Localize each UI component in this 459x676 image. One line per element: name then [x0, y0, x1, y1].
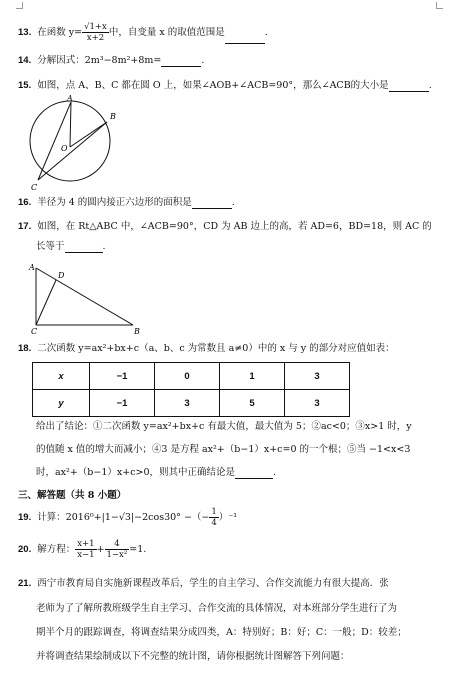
- q20-denominator-2: 1−x²: [106, 550, 128, 560]
- q14-end: .: [201, 55, 205, 66]
- q18-conclusions-line2: [36, 443, 443, 456]
- question-18: [18, 342, 443, 355]
- question-number: 13.: [18, 27, 32, 38]
- q20-suffix: =1.: [129, 544, 147, 555]
- point-label-b: B: [110, 112, 116, 121]
- point-label-c: C: [31, 183, 38, 192]
- q20-fraction-1: [75, 539, 96, 560]
- question-number: 16.: [18, 197, 32, 208]
- question-number: 20.: [18, 544, 32, 555]
- q19-prefix: 计算：2016⁰+|1−√3|−2cos30° −（−: [37, 512, 210, 523]
- table-cell: −1: [90, 390, 155, 417]
- q13-prefix: 在函数 y=: [37, 27, 83, 38]
- q18-conclusion-text: 给出了结论：①二次函数 y=ax²+bx+c 有最大值，最大值为 5；②ac<0；③x>1 时，y: [36, 421, 412, 432]
- q19-fraction: [209, 507, 218, 528]
- q18-text: 二次函数 y=ax²+bx+c（a、b、c 为常数且 a≠0）中的 x 与 y 的部分对应值如表：: [37, 343, 395, 354]
- question-number: 18.: [18, 343, 32, 354]
- altitude-cd: [36, 280, 56, 325]
- question-19: [18, 506, 443, 530]
- question-17: [18, 220, 443, 233]
- q19-suffix: ）⁻¹: [218, 512, 238, 523]
- q20-prefix: 解方程：: [37, 544, 76, 555]
- q15-end: .: [428, 80, 432, 91]
- q19-numerator: 1: [211, 507, 217, 517]
- question-16: [18, 196, 443, 209]
- q18-conclusion-text: 时，ax²+（b−1）x+c>0，则其中正确结论是: [36, 467, 236, 478]
- point-label-o: O: [61, 144, 68, 153]
- segment-ob: [70, 122, 107, 147]
- question-21-line4: [36, 650, 443, 663]
- table-cell: −1: [90, 363, 155, 390]
- q13-numerator: √1+x: [84, 22, 107, 32]
- table-row-header: y: [33, 390, 90, 417]
- answer-blank: [161, 56, 201, 67]
- q16-text: 半径为 4 的圆内接正六边形的面积是: [37, 197, 192, 208]
- table-cell: 3: [285, 363, 350, 390]
- q20-denominator-1: x−1: [77, 550, 95, 560]
- q14-text: 分解因式：2m³−8m²+8m=: [37, 55, 162, 66]
- question-21-line2: [36, 602, 443, 615]
- answer-blank: [389, 81, 429, 92]
- q19-denominator: 4: [211, 518, 217, 528]
- question-21: [18, 577, 443, 590]
- point-label-a: A: [67, 94, 73, 103]
- q20-numerator-1: x+1: [77, 539, 95, 549]
- q17-text-line2: 长等于: [36, 241, 65, 252]
- q16-end: .: [231, 197, 235, 208]
- table-cell: 0: [155, 363, 220, 390]
- q13-end: .: [264, 27, 268, 38]
- hypotenuse-ab: [36, 268, 133, 325]
- question-number: 15.: [18, 80, 32, 91]
- q17-text: 如图，在 Rt△ABC 中，∠ACB=90°，CD 为 AB 边上的高，若 AD=6，BD=18，则 AC 的: [37, 221, 432, 232]
- q18-conclusion-text: 的值随 x 值的增大而减小；④3 是方程 ax²+（b−1）x+c=0 的一个根；⑤当 −1<x<3: [36, 444, 411, 455]
- figure-right-triangle: [26, 260, 146, 336]
- point-label-b: B: [134, 327, 140, 336]
- q18-conclusions-line3: [36, 466, 443, 479]
- q13-denominator: x+2: [86, 33, 105, 43]
- question-13: [18, 22, 443, 44]
- answer-blank: [225, 33, 265, 44]
- question-17-cont: [36, 240, 443, 253]
- q13-fraction: [82, 22, 109, 43]
- question-20: [18, 538, 443, 562]
- q21-text: 期半个月的跟踪调查，将调查结果分成四类，A：特别好；B：好；C：一般；D：较差；: [36, 627, 407, 638]
- q20-numerator-2: 4: [105, 539, 130, 550]
- q20-fraction-2: [105, 539, 130, 560]
- table-cell: 3: [155, 390, 220, 417]
- question-number: 21.: [18, 578, 32, 589]
- section-title: 三、解答题（共 8 小题）: [18, 490, 127, 501]
- answer-blank: [192, 198, 232, 209]
- table-row: [33, 363, 350, 390]
- q21-text: 老师为了了解所教班级学生自主学习、合作交流的具体情况，对本班部分学生进行了为: [36, 603, 398, 614]
- table-row: [33, 390, 350, 417]
- figure-circle-o: [24, 94, 124, 194]
- segment-ao: [70, 102, 71, 147]
- question-number: 17.: [18, 221, 32, 232]
- q21-text: 并将调查结果绘制成以下不完整的统计图，请你根据统计图解答下列问题：: [36, 651, 350, 662]
- question-number: 14.: [18, 55, 32, 66]
- point-label-d: D: [58, 271, 65, 280]
- corner-mark-top-left: [16, 2, 23, 9]
- corner-mark-top-right: [436, 2, 443, 9]
- table-cell: 1: [220, 363, 285, 390]
- q18-end: .: [273, 467, 277, 478]
- q18-conclusions-line1: [36, 420, 443, 433]
- point-label-c: C: [31, 327, 38, 336]
- value-table: [32, 362, 350, 417]
- question-21-line3: [36, 626, 443, 639]
- q20-plus: +: [96, 544, 105, 555]
- table-cell: 3: [285, 390, 350, 417]
- q21-text: 西宁市教育局自实施新课程改革后，学生的自主学习、合作交流能力有很大提高．张: [37, 578, 389, 589]
- q13-text: 中，自变量 x 的取值范围是: [108, 27, 225, 38]
- section-heading: [18, 489, 443, 502]
- answer-blank: [235, 468, 273, 479]
- question-number: 19.: [18, 512, 32, 523]
- point-label-a: A: [29, 263, 35, 272]
- question-15: [18, 79, 443, 92]
- answer-blank: [65, 242, 103, 253]
- q17-end: .: [102, 241, 106, 252]
- table-row-header: x: [33, 363, 90, 390]
- table-cell: 5: [220, 390, 285, 417]
- q15-text: 如图，点 A、B、C 都在圆 O 上，如果∠AOB+∠ACB=90°，那么∠ACB的大小是: [37, 80, 389, 91]
- segment-ac: [38, 102, 71, 180]
- question-14: [18, 54, 443, 67]
